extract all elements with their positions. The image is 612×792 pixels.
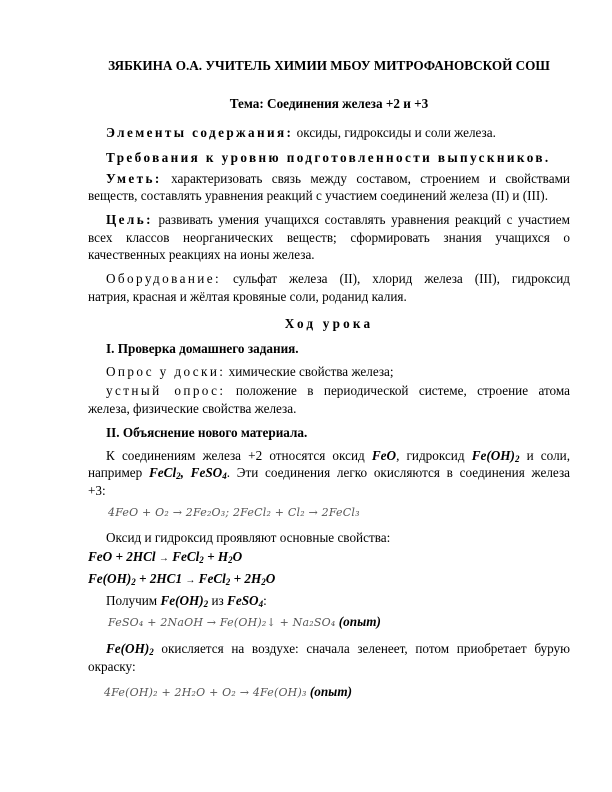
topic-heading: Тема: Соединения железа +2 и +3 [229, 96, 429, 111]
air-oxidation-line [104, 684, 586, 701]
iron2-text-a: К соединениям железа +2 относятся оксид [106, 448, 372, 463]
goal-label: Цель: [106, 212, 153, 227]
feso4-naoh-line [108, 614, 590, 631]
skills-line2: веществ, составлять уравнения реакций с участием соединений железа (II) и (III). [88, 188, 548, 203]
oxidation-equation-image: 4FeO + O₂ → 2Fe₂O₃; 2FeCl₂ + Cl₂ → 2FeCl₃ [108, 506, 360, 519]
fecl2-formula: FeCl$_2$ [149, 465, 181, 481]
obtain-feoh2-line: Получим $Fe(OH)_2$ из FeSO$_4$: [106, 593, 267, 609]
iron2-text-b: , гидроксид [396, 448, 472, 463]
experiment-label-2: (опыт) [309, 684, 352, 699]
author-heading: ЗЯБКИНА О.А. УЧИТЕЛЬ ХИМИИ МБОУ МИТРОФАНОВСКОЙ СОШ [108, 58, 550, 73]
basic-properties-line: Оксид и гидроксид проявляют основные свойства: [106, 530, 391, 545]
skills-text1: характеризовать связь между составом, строением и свойствами [161, 171, 570, 186]
equipment-text1: сульфат железа (II), хлорид железа (III), гидроксид [221, 271, 570, 286]
oral-quiz-label: устный опрос: [106, 383, 226, 398]
feso4-formula: FeSO$_4$ [190, 465, 227, 481]
feoh2-formula: $Fe(OH)_2$ [471, 448, 520, 464]
goal-line3: качественных реакциях на ионы железа. [88, 247, 315, 262]
equipment-line1 [106, 271, 570, 287]
iron2-line3: +3: [88, 483, 106, 498]
oral-quiz-line1 [106, 383, 570, 399]
goal-line1 [106, 212, 570, 228]
equipment-line2: натрия, красная и жёлтая кровяные соли, роданид калия. [88, 289, 407, 304]
content-elements-label: Элементы содержания: [106, 125, 294, 140]
experiment-label: (опыт) [338, 614, 381, 629]
air-oxidation-equation-image: 4Fe(OH)₂ + 2H₂O + O₂ → 4Fe(OH)₃ [104, 686, 307, 699]
reaction-feo-hcl: FeO + 2HCl → FeCl$_2$ + $H_2O$ [88, 549, 243, 565]
iron2-text-e: . Эти соединения легко окисляются в соединения железа [226, 465, 571, 480]
skills-line1 [106, 171, 570, 187]
iron2-line2: например FeCl$_2$, FeSO$_4$. Эти соединения легко окисляются в соединения железа [88, 465, 571, 481]
oxidation-air-line2: окраску: [88, 659, 136, 674]
board-quiz-line [106, 364, 588, 380]
oxidation-air-line1: $Fe(OH)_2$ окисляется на воздухе: сначала зеленеет, потом приобретает бурую [106, 641, 570, 657]
iron2-text-c: и соли, [519, 448, 570, 463]
feso4-naoh-equation-image: FeSO₄ + 2NaOH → Fe(OH)₂↓ + Na₂SO₄ [108, 616, 336, 629]
iron2-line1 [106, 448, 570, 464]
board-quiz-label: Опрос у доски: [106, 364, 226, 379]
goal-line2: всех классов неорганических веществ; сформировать знания учащихся о [88, 230, 570, 245]
section1-title: I. Проверка домашнего задания. [106, 341, 299, 356]
lesson-title: Ход урока [284, 316, 374, 331]
skills-label: Уметь: [106, 171, 162, 186]
requirements-heading: Требования к уровню подготовленности выпускников. [106, 150, 551, 165]
board-quiz-text: химические свойства железа; [225, 364, 394, 379]
reaction-feoh2-hcl: $Fe(OH)_2 + 2HC1$ → FeCl$_2$ + $2H_2O$ [88, 571, 276, 587]
feo-formula: FeO [371, 448, 397, 463]
iron2-text-d: например [88, 465, 149, 480]
content-elements-text: оксиды, гидроксиды и соли железа. [293, 125, 496, 140]
content-elements-line [106, 125, 570, 141]
section2-title: II. Объяснение нового материала. [106, 425, 308, 440]
goal-text1: развивать умения учащихся составлять уравнения реакций с участием [152, 212, 570, 227]
oral-quiz-line2: железа, физические свойства железа. [88, 401, 297, 416]
equipment-label: Оборудование: [106, 271, 222, 286]
oral-quiz-text1: положение в периодической системе, строение атома [225, 383, 570, 398]
